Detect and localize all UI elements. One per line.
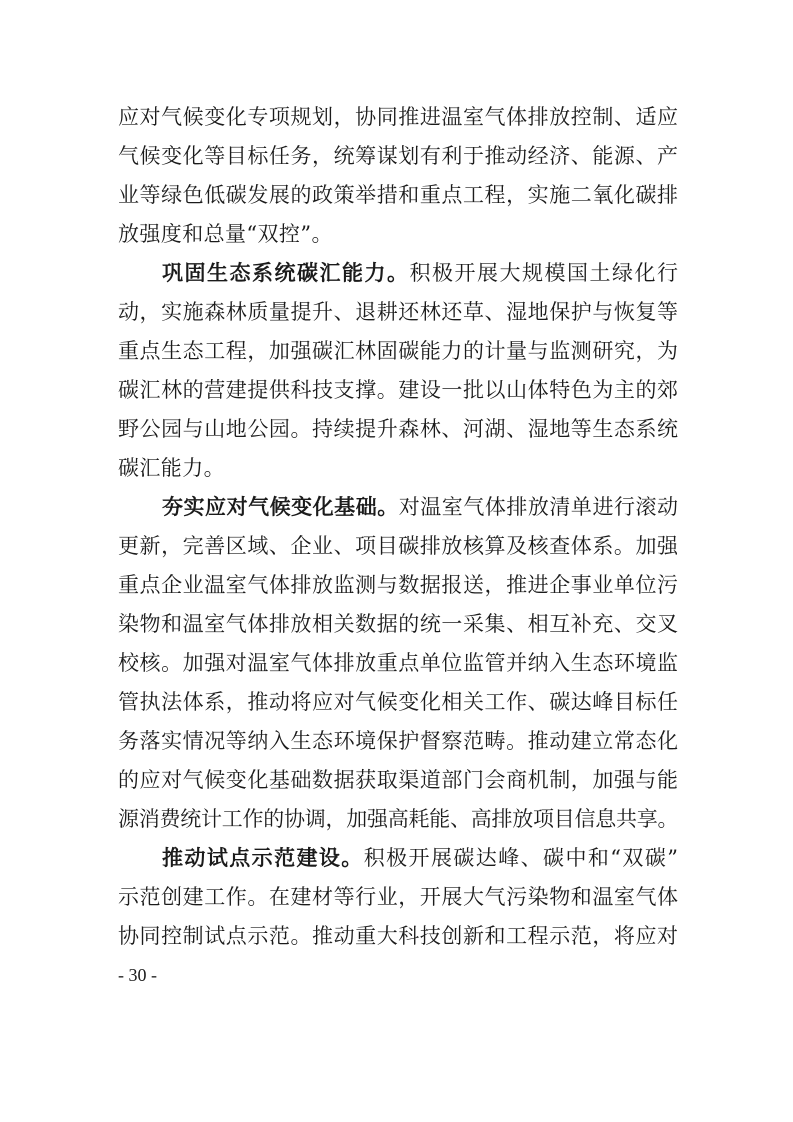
text-line: 碳汇能力。 bbox=[118, 456, 225, 480]
text-line: 重点企业温室气体排放监测与数据报送，推进企事业单位污 bbox=[118, 573, 678, 597]
paragraph-heading: 推动试点示范建设。 bbox=[162, 846, 364, 870]
text-line: 的应对气候变化基础数据获取渠道部门会商机制，加强与能 bbox=[118, 768, 678, 792]
text-line: 更新，完善区域、企业、项目碳排放核算及核查体系。加强 bbox=[118, 534, 678, 558]
text-line: 协同控制试点示范。推动重大科技创新和工程示范，将应对 bbox=[118, 924, 678, 948]
text-line: 源消费统计工作的协调，加强高耗能、高排放项目信息共享。 bbox=[118, 807, 678, 831]
text-span: 积极开展大规模国土绿化行 bbox=[409, 261, 678, 285]
text-line: 业等绿色低碳发展的政策举措和重点工程，实施二氧化碳排 bbox=[118, 183, 678, 207]
text-span: 积极开展碳达峰、碳中和“双碳” bbox=[363, 846, 678, 870]
text-line: 示范创建工作。在建材等行业，开展大气污染物和温室气体 bbox=[118, 885, 678, 909]
text-span: 对温室气体排放清单进行滚动 bbox=[398, 495, 678, 519]
paragraph-heading: 巩固生态系统碳汇能力。 bbox=[162, 261, 410, 285]
text-line: 应对气候变化专项规划，协同推进温室气体排放控制、适应 bbox=[118, 105, 678, 129]
paragraph-first-line bbox=[118, 839, 678, 878]
paragraph-heading: 夯实应对气候变化基础。 bbox=[162, 495, 399, 519]
paragraph-first-line bbox=[118, 254, 678, 293]
text-line: 碳汇林的营建提供科技支撑。建设一批以山体特色为主的郊 bbox=[118, 378, 678, 402]
text-line: 野公园与山地公园。持续提升森林、河湖、湿地等生态系统 bbox=[118, 417, 678, 441]
paragraph-first-line bbox=[118, 488, 678, 527]
body-text bbox=[118, 98, 678, 956]
page-number: - 30 - bbox=[118, 965, 157, 985]
text-line: 管执法体系，推动将应对气候变化相关工作、碳达峰目标任 bbox=[118, 690, 678, 714]
text-line: 染物和温室气体排放相关数据的统一采集、相互补充、交叉 bbox=[118, 612, 678, 636]
text-line: 气候变化等目标任务，统筹谋划有利于推动经济、能源、产 bbox=[118, 144, 678, 168]
text-line: 放强度和总量“双控”。 bbox=[118, 222, 333, 246]
text-line: 动，实施森林质量提升、退耕还林还草、湿地保护与恢复等 bbox=[118, 300, 678, 324]
text-line: 校核。加强对温室气体排放重点单位监管并纳入生态环境监 bbox=[118, 651, 678, 675]
text-line: 重点生态工程，加强碳汇林固碳能力的计量与监测研究，为 bbox=[118, 339, 678, 363]
text-line: 务落实情况等纳入生态环境保护督察范畴。推动建立常态化 bbox=[118, 729, 678, 753]
